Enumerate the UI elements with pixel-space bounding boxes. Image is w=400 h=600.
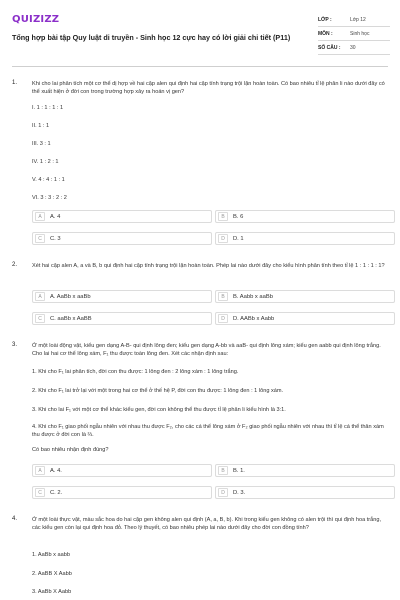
document-header — [0, 0, 400, 66]
statement: IV. 1 : 2 : 1 — [32, 159, 59, 165]
option-text: C. 3 — [50, 235, 61, 242]
option-d[interactable] — [215, 486, 395, 499]
meta-count-key: SỐ CÂU : — [318, 44, 341, 51]
option-a[interactable] — [32, 464, 212, 477]
option-text: D. AABb x Aabb — [233, 315, 275, 322]
option-text: A. 4 — [50, 213, 61, 220]
statement: III. 3 : 1 — [32, 141, 51, 147]
option-letter: C — [35, 488, 45, 497]
question-number: 3. — [12, 342, 18, 348]
question-text: Khi cho lai phân tích một cơ thể dị hợp về hai cặp alen qui định hai cặp tính trạng trội lặn hoàn toàn. Có bao nhiêu tỉ lệ phân li nào dưới đây có thể xuất hiện ở đời con trong trường hợp xảy ra hoán vị gen? — [32, 81, 385, 95]
option-b[interactable] — [215, 210, 395, 223]
meta-count — [318, 41, 390, 55]
option-letter: D — [218, 488, 228, 497]
meta-count-value: 30 — [350, 44, 356, 51]
option-letter: B — [218, 212, 228, 221]
option-text: D. 1 — [233, 235, 244, 242]
statement: 2. Khi cho F₁ lai trở lại với một trong hai cơ thể ở thế hệ P, đời con thu được: 1 lông đen : 1 lông xám. — [32, 388, 284, 394]
meta-class-key: LỚP : — [318, 16, 332, 23]
question-text: Xét hai cặp alen A, a và B, b qui định hai cặp tính trạng trội lặn hoàn toàn. Phép lai nào dưới đây cho kiểu hình phân tính theo tỉ lệ 1 : 1 : 1 : 1? — [32, 263, 385, 269]
option-letter: D — [218, 314, 228, 323]
option-text: B. Aabb x aaBb — [233, 293, 273, 300]
statement: II. 1 : 1 — [32, 123, 50, 129]
option-a[interactable] — [32, 210, 212, 223]
option-d[interactable] — [215, 312, 395, 325]
option-c[interactable] — [32, 312, 212, 325]
quizizz-logo: QUIZIZZ — [12, 14, 60, 25]
meta-subject-value: Sinh học — [350, 30, 370, 37]
meta-subject — [318, 27, 390, 41]
option-letter: A — [35, 212, 45, 221]
statement: V. 4 : 4 : 1 : 1 — [32, 177, 65, 183]
meta-class — [318, 13, 390, 27]
option-text: C. 2. — [50, 489, 63, 496]
option-text: B. 1. — [233, 467, 245, 474]
option-d[interactable] — [215, 232, 395, 245]
option-b[interactable] — [215, 290, 395, 303]
statement: VI. 3 : 3 : 2 : 2 — [32, 195, 67, 201]
header-divider — [12, 66, 388, 67]
meta-class-value: Lớp 12 — [350, 16, 366, 23]
question-number: 1. — [12, 80, 18, 86]
option-text: A. 4. — [50, 467, 62, 474]
statement: 2. AaBB X Aabb — [32, 571, 72, 577]
option-letter: A — [35, 466, 45, 475]
option-c[interactable] — [32, 486, 212, 499]
page-title: Tổng hợp bài tập Quy luật di truyền - Sinh học 12 cực hay có lời giải chi tiết (P11) — [12, 33, 291, 42]
option-letter: D — [218, 234, 228, 243]
option-letter: C — [35, 234, 45, 243]
option-letter: A — [35, 292, 45, 301]
question-number: 2. — [12, 262, 18, 268]
question-body — [32, 80, 388, 96]
question-text: Ở một loài động vật, kiểu gen dạng A-B- qui định lông đen; kiểu gen dạng A-bb và aaB- qui định lông xám; kiểu gen aabb qui định lông trắng. Cho lai hai cơ thể lông xám, F₁ thu được toàn lông đen. Xét các nhận định sau: — [32, 343, 381, 357]
question-text: Ở một loài thực vật, màu sắc hoa do hai cặp gen không alen qui định (A, a, B, b). Khi trong kiểu gen không có alen trội thì qui định hoa trắng, các kiểu gen còn lại qui định hoa đỏ. Theo lý thuyết, có bao nhiêu phép lai nào dưới đây cho đời con đồng tính? — [32, 517, 382, 531]
option-a[interactable] — [32, 290, 212, 303]
option-text: C. aaBb x AaBB — [50, 315, 92, 322]
question-body — [32, 516, 388, 532]
statement: 1. AaBb x aabb — [32, 552, 70, 558]
option-text: A. AaBb x aaBb — [50, 293, 91, 300]
question-body — [32, 262, 388, 270]
meta-subject-key: MÔN : — [318, 30, 333, 37]
option-b[interactable] — [215, 464, 395, 477]
statement: 3. AaBb X Aabb — [32, 589, 72, 595]
option-text: B. 6 — [233, 213, 244, 220]
option-letter: C — [35, 314, 45, 323]
meta-box — [318, 13, 390, 55]
option-letter: B — [218, 292, 228, 301]
statement: 3. Khi cho lai F₁ với một cơ thể khác kiểu gen, đời con không thể thu được tỉ lệ phân li kiểu hình là 3:1. — [32, 407, 286, 413]
option-text: D. 3. — [233, 489, 246, 496]
option-letter: B — [218, 466, 228, 475]
statement: Có bao nhiêu nhận định đúng? — [32, 447, 109, 453]
statement: 1. Khi cho F₁ lai phân tích, đời con thu được: 1 lông đen : 2 lông xám : 1 lông trắng. — [32, 369, 239, 375]
question-body — [32, 342, 388, 358]
statement: I. 1 : 1 : 1 : 1 — [32, 105, 64, 111]
option-c[interactable] — [32, 232, 212, 245]
question-number: 4. — [12, 516, 18, 522]
statement: 4. Khi cho F₁ giao phối ngẫu nhiên với nhau thu được F₂, cho các cá thể lông xám ở F₂ giao phối ngẫu nhiên với nhau thì tỉ lệ cá thể thân xám thu được ở đời con là ⅔. — [32, 424, 384, 438]
